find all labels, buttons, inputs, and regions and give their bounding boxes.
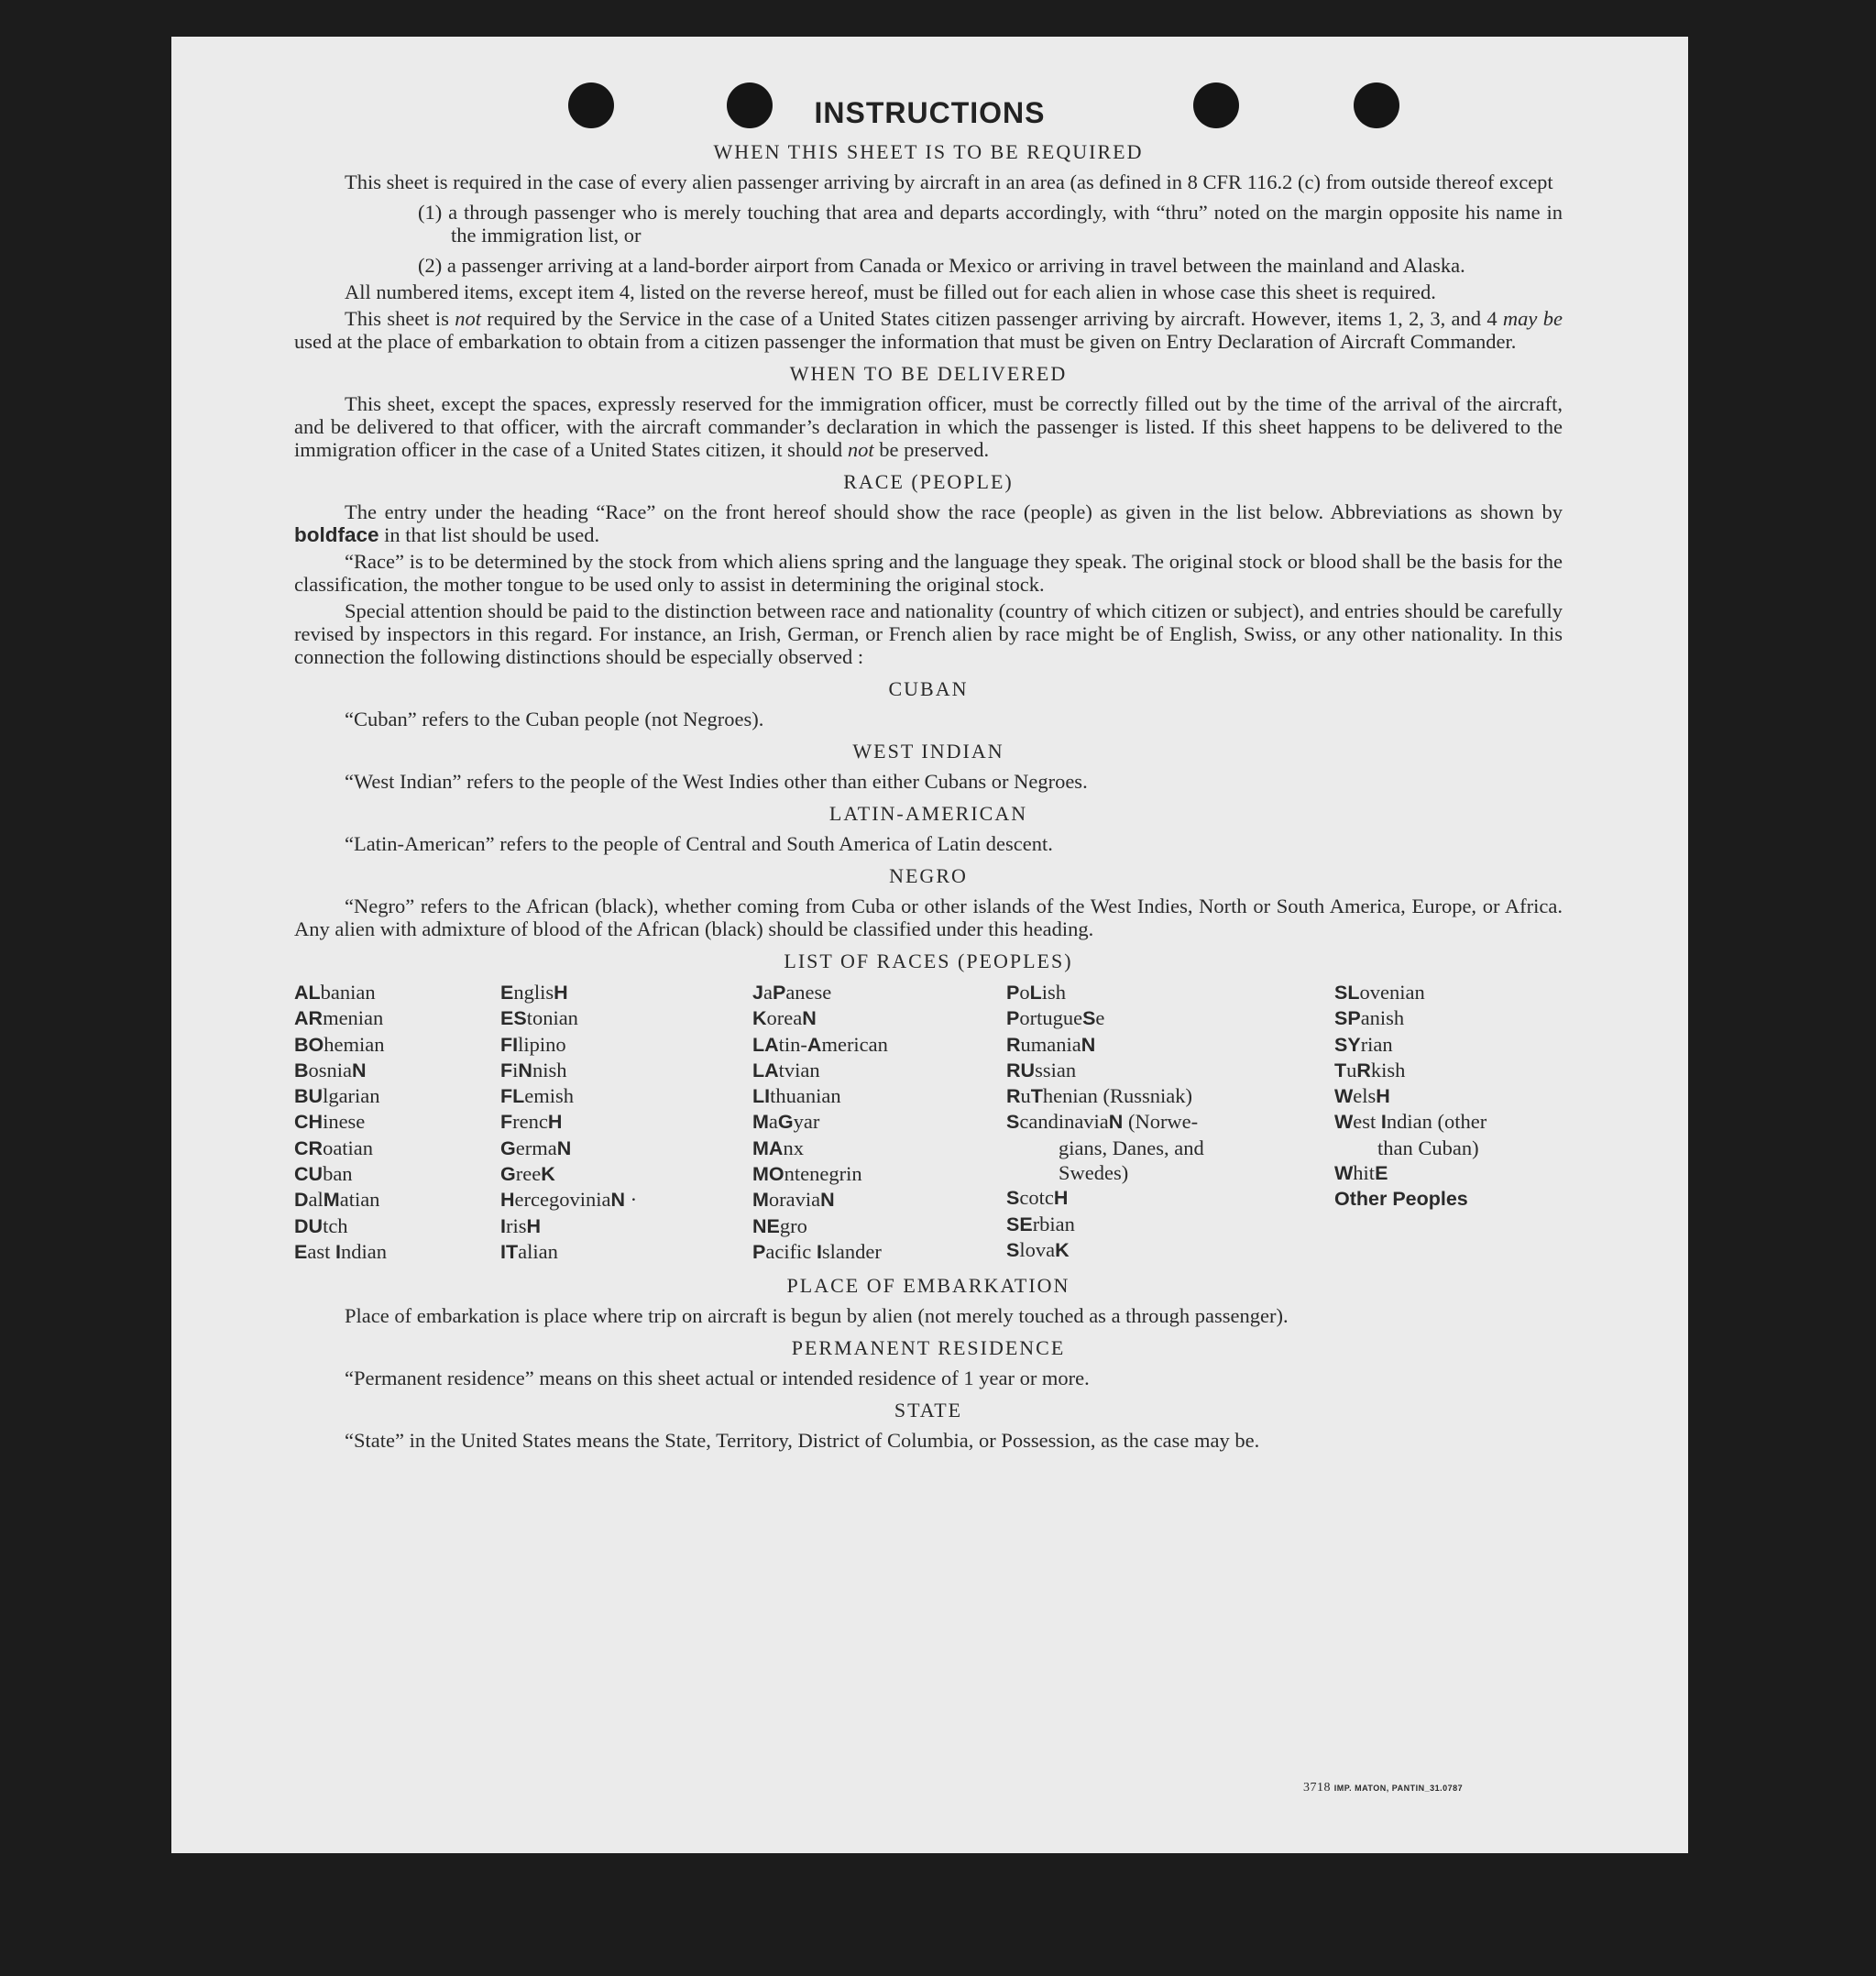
text-run: This sheet is (345, 307, 455, 330)
race-entry (1334, 1136, 1563, 1160)
race-text: ndian (other (1386, 1110, 1487, 1134)
race-entry (294, 1187, 500, 1213)
race-abbrev: K (1055, 1238, 1070, 1261)
section-heading: STATE (894, 1399, 963, 1422)
race-abbrev: I (816, 1240, 822, 1263)
race-abbrev: G (500, 1136, 516, 1159)
race-abbrev: SY (1334, 1033, 1361, 1056)
race-text: hemian (324, 1032, 385, 1056)
race-abbrev: E (294, 1240, 308, 1263)
text-run: This sheet, except the spaces, expressly reserved for the immigration officer, must be correctly filled out by the time of the arrival of the aircraft, and be delivered to that officer, with the aircraft commander’s declaration in which the passenger is listed. If this sheet happens to be delivered to the immigration officer in the case of a United States citizen, it should (294, 392, 1563, 461)
race-text: oravia (768, 1188, 821, 1212)
race-text: menian (323, 1006, 384, 1030)
paragraph (294, 307, 1563, 353)
race-abbrev: S (1006, 1238, 1020, 1261)
race-abbrev: AL (294, 982, 321, 1004)
section-heading: PERMANENT RESIDENCE (791, 1336, 1066, 1360)
race-abbrev: H (547, 1111, 563, 1134)
race-abbrev: N (802, 1007, 817, 1030)
race-abbrev: N (610, 1189, 626, 1212)
race-entry (1334, 1058, 1563, 1083)
race-entry (1006, 1109, 1334, 1135)
race-abbrev: E (1375, 1162, 1388, 1185)
paragraph: “Negro” refers to the African (black), whether coming from Cuba or other islands of the West Indies, North or South America, Europe, or Africa. Any alien with admixture of blood of the African (black) should be classified under this heading. (294, 895, 1563, 940)
race-abbrev: K (752, 1007, 767, 1030)
race-abbrev: NE (752, 1214, 780, 1237)
race-text: u (1346, 1058, 1357, 1081)
race-entry (752, 1058, 1006, 1083)
race-text: ovenian (1359, 981, 1425, 1004)
race-text: ortugue (1019, 1006, 1083, 1030)
race-entry (500, 1239, 752, 1265)
race-entry (1006, 1136, 1334, 1160)
race-text: inese (323, 1110, 366, 1134)
race-text: thuanian (770, 1084, 841, 1108)
paragraph (294, 500, 1563, 546)
race-entry (294, 1136, 500, 1161)
paragraph: “Cuban” refers to the Cuban people (not Negroes). (345, 708, 764, 730)
race-text: cotc (1019, 1186, 1054, 1210)
race-text: ish (1041, 981, 1066, 1004)
race-entry (1334, 1083, 1563, 1109)
printer-imprint: IMP. MATON, PANTIN_31.0787 (1333, 1784, 1464, 1793)
race-abbrev: CU (294, 1163, 324, 1186)
race-abbrev: I (335, 1240, 341, 1263)
race-text: rian (1360, 1032, 1393, 1056)
race-text: henian (Russniak) (1042, 1084, 1193, 1108)
paragraph: “Permanent residence” means on this sheet actual or intended residence of 1 year or more. (345, 1367, 1090, 1390)
italic-text: not (847, 438, 874, 461)
race-text: nish (532, 1058, 567, 1081)
race-text: ree (515, 1162, 542, 1186)
paragraph (294, 392, 1563, 461)
race-text: anish (1360, 1006, 1405, 1030)
race-abbrev: SL (1334, 982, 1360, 1004)
race-text: · (625, 1188, 638, 1212)
race-text: e (1095, 1006, 1105, 1030)
race-text: est (1353, 1110, 1381, 1134)
race-abbrev: N (1081, 1033, 1096, 1056)
race-abbrev: D (294, 1189, 309, 1212)
section-heading: WHEN THIS SHEET IS TO BE REQUIRED (713, 140, 1144, 163)
race-abbrev: A (806, 1033, 822, 1056)
race-text: a (768, 1110, 778, 1134)
text-run: The entry under the heading “Race” on the front hereof should show the race (people) as given in the list below. Abbreviations as shown by (345, 500, 1563, 523)
race-abbrev: BO (294, 1033, 324, 1056)
race-entry (1334, 1160, 1563, 1186)
race-abbrev: H (526, 1214, 542, 1237)
race-abbrev: R (1356, 1059, 1371, 1081)
race-text: rbian (1032, 1212, 1075, 1235)
race-text: erma (515, 1136, 557, 1159)
race-abbrev: P (772, 982, 786, 1004)
page-title: INSTRUCTIONS (814, 96, 1046, 129)
instructions-body (294, 140, 1563, 1455)
race-abbrev: G (500, 1163, 516, 1186)
race-abbrev: F (500, 1111, 513, 1134)
text-run: required by the Service in the case of a United States citizen passenger arriving by aircraft. However, items 1, 2, 3, and 4 (480, 307, 1503, 330)
race-text: ris (505, 1213, 527, 1237)
race-entry (500, 1083, 752, 1109)
race-entry (752, 1083, 1006, 1109)
section-heading: LIST OF RACES (PEOPLES) (784, 950, 1073, 972)
race-abbrev: E (500, 982, 514, 1004)
race-text: nglis (513, 981, 554, 1004)
race-text: yar (793, 1110, 820, 1134)
section-heading: CUBAN (888, 677, 969, 700)
text-run: be preserved. (873, 438, 990, 461)
race-text: lipino (518, 1032, 566, 1056)
race-text: tin- (778, 1032, 807, 1056)
race-abbrev: CH (294, 1111, 324, 1134)
race-abbrev: T (1334, 1059, 1347, 1081)
section-heading: WEST INDIAN (852, 740, 1004, 763)
race-text: ercegovinia (514, 1188, 611, 1212)
race-text: acific (765, 1239, 817, 1263)
race-text: alian (518, 1239, 558, 1263)
race-abbrev: S (1006, 1111, 1020, 1134)
race-entry (1006, 1032, 1334, 1058)
race-text: o (1019, 981, 1030, 1004)
race-abbrev: R (1006, 1033, 1021, 1056)
race-entry (500, 1213, 752, 1239)
race-text: (Norwe- (1123, 1110, 1199, 1134)
race-abbrev: RU (1006, 1059, 1036, 1081)
race-entry (1006, 1160, 1334, 1185)
race-entry (752, 1239, 1006, 1265)
race-text: i (512, 1058, 519, 1081)
race-text: banian (320, 981, 376, 1004)
race-abbrev: FL (500, 1085, 525, 1108)
race-abbrev: N (352, 1059, 367, 1081)
race-entry (500, 1109, 752, 1135)
race-text: atian (339, 1188, 380, 1212)
race-entry (500, 980, 752, 1005)
race-abbrev: DU (294, 1214, 324, 1237)
race-entry (1006, 1237, 1334, 1263)
race-entry (1006, 1083, 1334, 1109)
race-abbrev: IT (500, 1240, 519, 1263)
race-entry (752, 1032, 1006, 1058)
race-column (1334, 980, 1563, 1265)
race-entry (1006, 1185, 1334, 1211)
race-abbrev: R (1006, 1085, 1021, 1108)
paragraph: This sheet is required in the case of every alien passenger arriving by aircraft in an area (as defined in 8 CFR 116.2 (c) from outside thereof except (345, 170, 1553, 193)
race-abbrev: MO (752, 1163, 784, 1186)
race-abbrev: M (323, 1189, 340, 1212)
section-heading: NEGRO (889, 864, 968, 887)
list-item: (2) a passenger arriving at a land-border airport from Canada or Mexico or arriving in travel between the mainland and Alaska. (418, 254, 1465, 277)
race-text: renc (512, 1110, 548, 1134)
race-entry (1334, 1109, 1563, 1135)
paragraph: All numbered items, except item 4, listed on the reverse hereof, must be filled out for each alien in whose case this sheet is required. (345, 280, 1436, 303)
race-entry (1334, 1005, 1563, 1031)
race-entry (294, 1032, 500, 1058)
race-abbrev: W (1334, 1085, 1354, 1108)
italic-text: not (455, 307, 481, 330)
race-abbrev: S (1006, 1187, 1020, 1210)
race-entry (1006, 1005, 1334, 1031)
race-entry (500, 1058, 752, 1083)
race-text: Swedes) (1059, 1161, 1129, 1185)
race-text: u (1020, 1084, 1031, 1108)
race-abbrev: Other Peoples (1334, 1188, 1468, 1211)
race-abbrev: H (500, 1189, 515, 1212)
race-abbrev: T (1030, 1085, 1043, 1108)
race-entry (294, 980, 500, 1005)
race-entry (294, 1239, 500, 1265)
race-abbrev: P (1006, 982, 1020, 1004)
race-abbrev: CR (294, 1136, 324, 1159)
paragraph: Place of embarkation is place where trip on aircraft is begun by alien (not merely touched as a through passenger). (345, 1304, 1289, 1328)
race-text: merican (821, 1032, 888, 1056)
race-entry (294, 1005, 500, 1031)
race-entry (752, 1109, 1006, 1135)
race-abbrev: BU (294, 1085, 324, 1108)
race-abbrev: M (752, 1111, 769, 1134)
race-entry (1334, 1186, 1563, 1212)
race-text: ast (307, 1239, 335, 1263)
race-abbrev: N (820, 1189, 835, 1212)
race-text: emish (524, 1084, 575, 1108)
race-text: ntenegrin (784, 1162, 862, 1186)
race-abbrev: MA (752, 1136, 784, 1159)
text-run: used at the place of embarkation to obtain from a citizen passenger the information that must be given on Entry Declaration of Aircraft Commander. (294, 330, 1517, 353)
race-entry (1006, 1212, 1334, 1237)
form-number: 3718 (1303, 1781, 1331, 1795)
race-text: tvian (778, 1058, 820, 1081)
race-abbrev: W (1334, 1111, 1354, 1134)
race-abbrev: F (500, 1059, 513, 1081)
race-abbrev: W (1334, 1162, 1354, 1185)
race-abbrev: L (1029, 982, 1042, 1004)
race-abbrev: ES (500, 1007, 527, 1030)
race-entry (752, 1136, 1006, 1161)
paragraph: “State” in the United States means the State, Territory, District of Columbia, or Possession, as the case may be. (345, 1429, 1260, 1453)
race-column (752, 980, 1006, 1265)
race-text: els (1353, 1084, 1377, 1108)
race-abbrev: FI (500, 1033, 519, 1056)
race-entry (294, 1213, 500, 1239)
race-entry (752, 1161, 1006, 1187)
race-entry (752, 1005, 1006, 1031)
race-entry (752, 980, 1006, 1005)
section-heading: WHEN TO BE DELIVERED (789, 362, 1068, 385)
race-abbrev: P (752, 1240, 766, 1263)
race-abbrev: P (1006, 1007, 1020, 1030)
race-abbrev: SE (1006, 1213, 1033, 1235)
race-column (1006, 980, 1334, 1265)
section-heading: LATIN-AMERICAN (828, 802, 1028, 825)
race-entry (500, 1136, 752, 1161)
race-entry (500, 1187, 752, 1213)
race-text: lgarian (323, 1084, 380, 1108)
race-text: umania (1020, 1032, 1081, 1056)
race-abbrev: K (541, 1163, 555, 1186)
race-abbrev: N (518, 1059, 532, 1081)
race-abbrev: I (500, 1214, 506, 1237)
race-text: candinavia (1019, 1110, 1109, 1134)
print-imprint (1303, 1780, 1463, 1795)
race-entry (1334, 980, 1563, 1005)
race-text: gians, Danes, and (1059, 1136, 1204, 1159)
boldface-text: boldface (294, 523, 379, 546)
race-text: anese (785, 981, 832, 1004)
race-abbrev: H (1376, 1085, 1390, 1108)
race-entry (294, 1109, 500, 1135)
race-text: ssian (1035, 1058, 1077, 1081)
race-entry (752, 1187, 1006, 1213)
race-entry (1006, 980, 1334, 1005)
race-abbrev: H (554, 982, 568, 1004)
race-column (294, 980, 500, 1265)
race-abbrev: N (1108, 1111, 1124, 1134)
race-abbrev: M (752, 1189, 769, 1212)
race-text: lova (1019, 1237, 1056, 1261)
race-text: tonian (526, 1006, 578, 1030)
race-text: gro (779, 1213, 807, 1237)
list-item: (1) a through passenger who is merely touching that area and departs accordingly, with “thru” noted on the margin opposite his name in the immigration list, or (418, 201, 1563, 247)
section-heading: RACE (PEOPLE) (843, 470, 1014, 493)
race-text: orea (766, 1006, 803, 1030)
race-abbrev: G (777, 1111, 794, 1134)
race-abbrev: H (1053, 1187, 1069, 1210)
race-entry (294, 1161, 500, 1187)
paragraph: “Race” is to be determined by the stock from which aliens spring and the language they speak. The original stock or blood shall be the basis for the classification, the mother tongue to be used only to assist in determining the original stock. (294, 550, 1563, 596)
instruction-sheet (171, 37, 1688, 1853)
race-text: osnia (308, 1058, 353, 1081)
race-entry (752, 1213, 1006, 1239)
race-abbrev: SP (1334, 1007, 1361, 1030)
text-run: in that list should be used. (378, 523, 600, 546)
race-entry (294, 1058, 500, 1083)
race-abbrev: S (1082, 1007, 1096, 1030)
race-entry (1334, 1032, 1563, 1058)
race-entry (500, 1005, 752, 1031)
race-abbrev: AR (294, 1007, 324, 1030)
race-text: ndian (340, 1239, 387, 1263)
race-text: a (762, 981, 773, 1004)
race-abbrev: LA (752, 1033, 779, 1056)
race-text: tch (323, 1213, 348, 1237)
race-column (500, 980, 752, 1265)
race-text: al (308, 1188, 324, 1212)
paragraph: Special attention should be paid to the distinction between race and nationality (country of which citizen or subject), and entries should be carefully revised by inspectors in this regard. For instance, an Irish, German, or French alien by race might be of English, Swiss, or any other nationality. In this connection the following distinctions should be especially observed : (294, 599, 1563, 668)
race-abbrev: LA (752, 1059, 779, 1081)
race-abbrev: LI (752, 1085, 771, 1108)
race-abbrev: J (752, 982, 763, 1004)
race-text: nx (783, 1136, 804, 1159)
paragraph: “West Indian” refers to the people of the West Indies other than either Cubans or Negroes. (345, 770, 1088, 793)
race-text: than Cuban) (1377, 1136, 1479, 1159)
race-text: ban (323, 1162, 353, 1186)
race-abbrev: I (1380, 1111, 1387, 1134)
race-abbrev: B (294, 1059, 309, 1081)
race-text: oatian (323, 1136, 374, 1159)
paragraph: “Latin-American” refers to the people of Central and South America of Latin descent. (345, 832, 1053, 855)
race-text: kish (1370, 1058, 1406, 1081)
race-entry (500, 1161, 752, 1187)
race-entry (294, 1083, 500, 1109)
race-abbrev: N (556, 1136, 572, 1159)
races-list (294, 980, 1563, 1265)
italic-text: may be (1502, 307, 1563, 330)
race-text: hit (1353, 1161, 1376, 1185)
race-entry (1006, 1058, 1334, 1083)
section-heading: PLACE OF EMBARKATION (786, 1274, 1070, 1298)
race-text: slander (821, 1239, 882, 1263)
race-entry (500, 1032, 752, 1058)
